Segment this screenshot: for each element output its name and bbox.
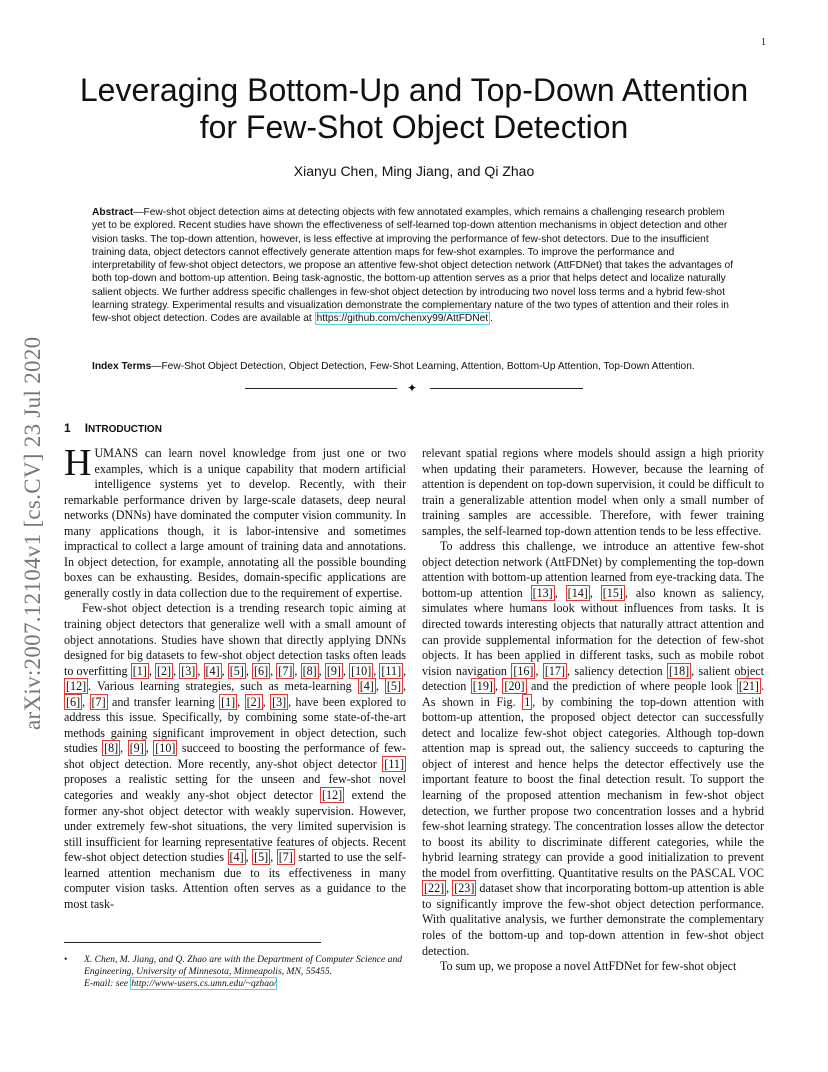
citation-link[interactable]: [13]: [532, 585, 553, 600]
abstract-label: Abstract: [92, 207, 134, 218]
citation-link[interactable]: [3]: [181, 663, 196, 678]
citation-link[interactable]: [18]: [669, 663, 690, 678]
paragraph-text: succeed to boosting the performance of few-shot object detection. More recently, any-shot object detector: [64, 741, 407, 771]
index-terms: [92, 360, 738, 373]
citation-link[interactable]: [11]: [381, 663, 402, 678]
citation-link[interactable]: [1]: [132, 663, 147, 678]
paper-title: [0, 72, 828, 146]
homepage-link[interactable]: http://www-users.cs.umn.edu/~qzhao/: [131, 978, 277, 989]
citation-link[interactable]: [4]: [359, 679, 374, 694]
footnote: [64, 954, 406, 990]
section-title-rest: NTRODUCTION: [88, 424, 162, 435]
paragraph: Few-shot object detection is a trending research topic aiming at training object detectors that generalize well with a small amount of object annotations. Studies have shown that directly applying DNNs designed for big datasets to few-shot object detection tasks often leads to overfitting [1] , [2] , [3] , [4] , [5] , [6] , [7] , [8] , [9] , [10] , [11] , [12] . Various learning strategies, such as meta-learning [4] , [5] , [6] , [7] and transfer learning [1] , [2] , [3] , have been explored to address this issue. Specifically, by combining some state-of-the-art methods gaining significant improvement in object detection, such studies [8] , [9] , [10] succeed to boosting the performance of few-shot object detection. More recently, any-shot object detector [11] proposes a realistic setting for the unseen and few-shot novel categories and weakly any-shot object detector [12] extend the former any-shot object detector with weakly supervision. However, under extremely few-shot situations, the very limited supervision is still insufficient for learning representative features of objects. Recent few-shot object detection studies [4] , [5] , [7] started to use the self-learned attention mechanism due to its effectiveness in many computer vision tasks. Attention often serves as a guidance to the most task-: [64, 601, 407, 911]
footnote-bullet: •: [64, 954, 68, 965]
paragraph-text: , also known as saliency, simulates where humans look without influences from tasks. It is directed towards interesting objects that naturally attract attention and can provide supplemental information for the detection of few-shot objects. It has been applied in different tasks, such as mobile robot vision navigation: [422, 585, 764, 678]
citation-link[interactable]: [10]: [155, 741, 176, 756]
citation-link[interactable]: [20]: [504, 679, 525, 694]
citation-link[interactable]: [2]: [156, 663, 172, 678]
citation-link[interactable]: [7]: [278, 663, 293, 678]
citation-link[interactable]: [17]: [544, 663, 565, 678]
paragraph-text: , saliency detection: [567, 663, 668, 678]
paragraph-text: . As shown in Fig.: [422, 679, 764, 709]
paragraph-text: To address this challenge, we introduce an attentive few-shot object detection network (AttFDNet) by complementing the top-down attention with bottom-up attention learned from eye-tracking data. The bottom-up attention: [422, 539, 764, 600]
citation-link[interactable]: [7]: [91, 694, 106, 709]
citation-link[interactable]: [23]: [454, 881, 475, 896]
paragraph: [64, 442, 406, 601]
paragraph-text: , salient object detection: [422, 663, 765, 694]
citation-link[interactable]: [4]: [205, 663, 220, 678]
arxiv-stamp: arXiv:2007.12104v1 [cs.CV] 23 Jul 2020: [20, 336, 45, 730]
paragraph-text: started to use the self-learned attention mechanism due to its effectiveness in many computer vision tasks. Attention often serves as a guidance to the most task-: [64, 850, 407, 911]
divider-line-right: [430, 388, 583, 389]
citation-link[interactable]: [3]: [272, 694, 287, 709]
citation-link[interactable]: [5]: [229, 663, 244, 678]
citation-link[interactable]: [6]: [254, 663, 269, 678]
citation-link[interactable]: [11]: [384, 756, 404, 771]
abstract-text: —Few-shot object detection aims at detecting objects with few annotated examples, which remains a challenging research problem yet to be explored. Recent studies have shown the effectiveness of self-learned top-down attention mechanisms in object detection and other vision tasks. The top-down attention, however, is less effective at improving the performance of few-shot detectors. Due to the insufficient training data, object detectors cannot effectively generate attention maps for few-shot examples. To improve the performance and interpretability of few-shot object detectors, we propose an attentive few-shot object detection network (AttFDNet) that takes the advantages of both top-down and bottom-up attention. Being task-agnostic, the bottom-up attention serves as a prior that helps detect and localize naturally salient objects. We further address specific challenges in few-shot object detection by introducing two novel loss terms and a hybrid few-shot learning strategy. Experimental results and visualization demonstrate the complementary nature of the two types of attention and their roles in few-shot object detection. Codes are available at: [92, 207, 734, 325]
authors: Xianyu Chen, Ming Jiang, and Qi Zhao: [293, 163, 535, 179]
lead-word: UMANS: [94, 446, 139, 460]
footnote-rule: [64, 942, 321, 943]
citation-link[interactable]: [21]: [738, 679, 759, 694]
citation-link[interactable]: [9]: [326, 663, 341, 678]
section-divider: [0, 381, 828, 395]
footnote-text: X. Chen, M. Jiang, and Q. Zhao are with the Department of Computer Science and Engineering, University of Minnesota, Minneapolis, MN, 55455.: [84, 954, 403, 977]
email-label: E-mail: see: [84, 978, 131, 989]
paragraph-text: proposes a realistic setting for the unseen and few-shot novel categories and weakly any-shot object detector: [64, 772, 406, 803]
paragraph-text: and the prediction of where people look: [526, 679, 737, 694]
paragraph-text: , have been explored to address this issue. Specifically, by combining some state-of-the-art methods gaining significant improvement in object detection, such studies: [64, 694, 407, 756]
citation-link[interactable]: [19]: [472, 679, 493, 694]
paragraph: To address this challenge, we introduce an attentive few-shot object detection network (AttFDNet) by complementing the top-down attention with bottom-up attention learned from eye-tracking data. The bottom-up attention [13] , [14] , [15] , also known as saliency, simulates where humans look without influences from tasks. It is directed towards interesting objects that naturally attract attention and can provide supplemental information for the detection of few-shot objects. It has been applied in different tasks, such as mobile robot vision navigation [16] , [17] , saliency detection [18] , salient object detection [19] , [20] and the prediction of where people look [21] . As shown in Fig. 1 , by combining the top-down attention with bottom-up attention, the proposed object detector can successfully detect and localize few-shot object categories. Although top-down attention map is spread out, the saliency succeeds to capturing the object of interest and hence helps the detector effectively use the important feature to boost the final detection result. To support the learning of the proposed attention mechanism in few-shot object detection, we further propose two concentration losses and a hybrid few-shot learning strategy. The concentration losses allow the detector to boost its ability to discriminate different categories, while the hybrid learning strategy can provide a good initialization to prevent the model from overfitting. Quantitative results on the PASCAL VOC [22] , [23] dataset show that incorporating bottom-up attention is able to significantly improve the few-shot object detection performance. With qualitative analysis, we further demonstrate the complementary roles of the bottom-up and top-down attention in few-shot object detection.: [422, 539, 765, 958]
citation-link[interactable]: [22]: [424, 881, 445, 896]
citation-link[interactable]: [6]: [66, 694, 81, 709]
title-line-2: for Few-Shot Object Detection: [199, 109, 629, 145]
section-heading: [64, 421, 162, 435]
paragraph-text: can learn novel knowledge from just one or two examples, which is a unique capability that modern artificial intelligence systems yet to develop. Recently, with their remarkable performance driven by large-scale datasets, deep neural networks (DNNs) have dominated the computer vision community. In many applications though, it is labor-intensive and sometimes impractical to collect a large amount of training data and annotations. In object detection, for example, annotating all the possible bounding boxes can be exhausting. Besides, domain-specific applications are generally costly in data collection due to the requirement of expertise.: [64, 446, 406, 600]
title-line-1: Leveraging Bottom-Up and Top-Down Attention: [79, 72, 749, 108]
abstract: [92, 206, 738, 326]
code-link[interactable]: https://github.com/chenxy99/AttFDNet: [316, 313, 489, 325]
left-column: [64, 442, 407, 912]
section-title-initial: I: [84, 421, 89, 435]
citation-link[interactable]: [12]: [66, 679, 87, 694]
citation-link[interactable]: [15]: [602, 585, 623, 600]
paragraph-text: dataset show that incorporating bottom-up attention is able to significantly improve the few-shot object detection performance. With qualitative analysis, we further demonstrate the complementary roles of the bottom-up and top-down attention in few-shot object detection.: [422, 881, 764, 958]
divider-line-left: [245, 388, 397, 389]
citation-link[interactable]: [12]: [322, 788, 343, 803]
citation-link[interactable]: [1]: [221, 694, 236, 709]
drop-cap: H: [64, 442, 92, 484]
citation-link[interactable]: [2]: [246, 694, 261, 709]
citation-link[interactable]: [14]: [567, 585, 588, 600]
citation-link[interactable]: [4]: [229, 850, 244, 865]
citation-link[interactable]: [16]: [513, 663, 534, 678]
paragraph-text: and transfer learning: [107, 694, 220, 709]
citation-link[interactable]: [8]: [302, 663, 317, 678]
paragraph-text: extend the former any-shot object detector with weakly supervision. However, under extremely few-shot situations, the very limited supervision is still insufficient for learning representative features of objects. Recent few-shot object detection studies: [64, 788, 407, 865]
figure-link[interactable]: 1: [524, 694, 531, 709]
paragraph-text: , by combining the top-down attention with bottom-up attention, the proposed object detector can successfully detect and localize few-shot object categories. Although top-down attention map is spread out, the saliency succeeds to capturing the object of interest and hence helps the detector effectively use the important feature to boost the final detection result. To support the learning of the proposed attention mechanism in few-shot object detection, we further propose two concentration losses and a hybrid few-shot learning strategy. The concentration losses allow the detector to boost its ability to discriminate different categories, while the hybrid learning strategy can provide a good initialization to prevent the model from overfitting. Quantitative results on the PASCAL VOC: [422, 694, 764, 880]
paragraph: [422, 446, 764, 539]
paragraph-text: . Various learning strategies, such as meta-learning: [88, 679, 358, 694]
citation-link[interactable]: [5]: [386, 679, 401, 694]
paragraph-text: To sum up, we propose a novel AttFDNet for few-shot object: [440, 959, 737, 974]
citation-link[interactable]: [5]: [254, 850, 269, 865]
right-column: [422, 446, 764, 975]
page-number: 1: [761, 37, 766, 48]
paragraph-text: Few-shot object detection is a trending research topic aiming at training object detectors that generalize well with a small amount of object annotations. Studies have shown that directly applying DNNs designed for big datasets to few-shot object detection tasks often leads to overfitting: [64, 601, 406, 678]
index-terms-text: —Few-Shot Object Detection, Object Detection, Few-Shot Learning, Attention, Bottom-Up Attention, Top-Down Attention.: [151, 361, 695, 372]
index-terms-label: Index Terms: [92, 361, 152, 372]
section-number: 1: [64, 421, 71, 435]
divider-diamond-icon: ✦: [407, 381, 418, 395]
citation-link[interactable]: [7]: [278, 850, 293, 865]
citation-link[interactable]: [8]: [104, 741, 119, 756]
paragraph: [422, 959, 764, 975]
abstract-tail: .: [490, 313, 493, 325]
paragraph-text: relevant spatial regions where models should assign a high priority when updating their parameters. However, because the learning of attention is dependent on top-down supervision, it could be difficult to train a generalizable attention model when only a small number of training samples are accessible. Therefore, with fewer training samples, the self-learned top-down attention tends to be less effective.: [422, 446, 764, 538]
citation-link[interactable]: [10]: [351, 663, 372, 678]
citation-link[interactable]: [9]: [129, 741, 144, 756]
